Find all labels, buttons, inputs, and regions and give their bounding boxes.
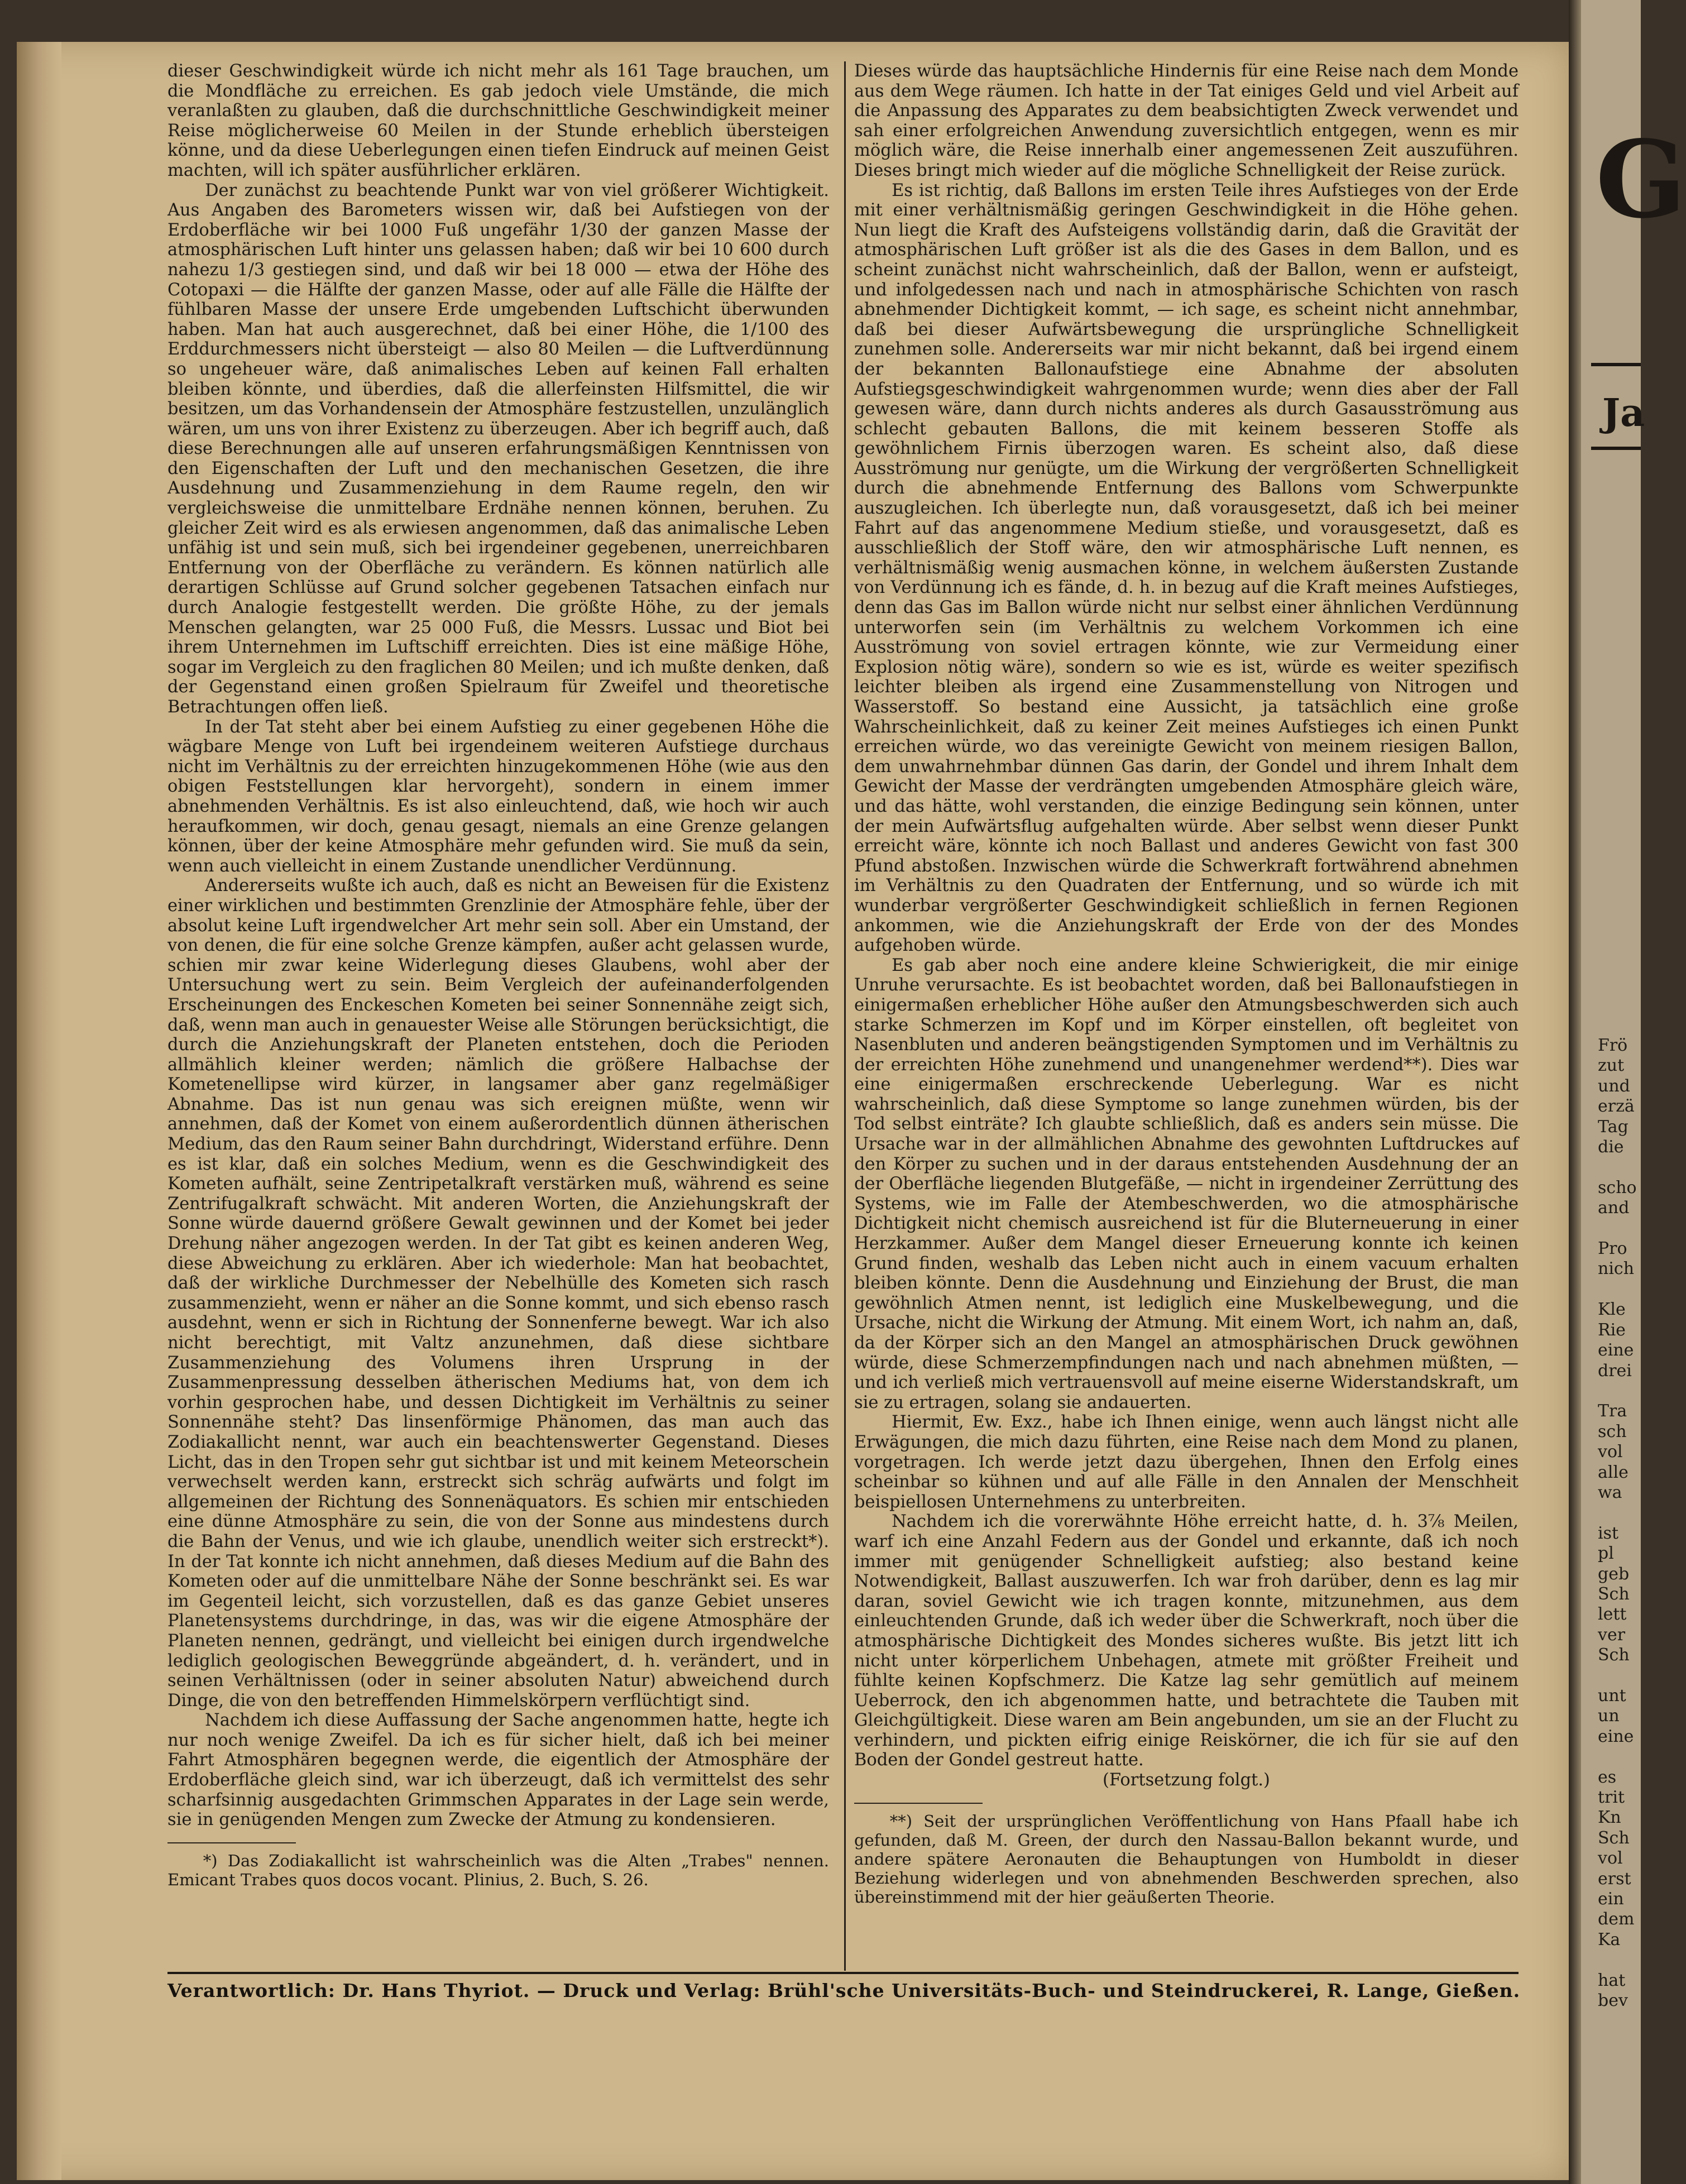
adjacent-page-line: Ka xyxy=(1598,1929,1621,1950)
left-paragraph-4: Andererseits wußte ich auch, daß es nicht an Beweisen für die Existenz einer wirklichen und bestimmten Grenzlinie der Atmosphäre fehle, über der absolut keine Luft irgendwelcher Art mehr sein soll. Aber ein Umstand, der von denen, die für eine solche Grenze kämpfen, außer acht gelassen wurde, schien mir zwar keine Widerlegung dieses Glaubens, wohl aber der Untersuchung wert zu sein. Beim Vergleich der aufeinanderfolgenden Erscheinungen des Enckeschen Kometen bei seiner Sonnennähe zeigt sich, daß, wenn man auch in genauester Weise alle Störungen berücksichtigt, die durch die Anziehungskraft der Planeten entstehen, doch die Perioden allmählich kleiner werden; nämlich die größere Halbachse der Kometenellipse wird kürzer, in langsamer aber ganz regelmäßiger Abnahme. Das ist nun genau was sich ereignen müßte, wenn wir annehmen, daß der Komet von einem außerordentlich dünnen ätherischen Medium, das den Raum seiner Bahn durchdringt, Widerstand erführe. Denn es ist klar, daß ein solches Medium, wenn es die Geschwindigkeit des Kometen aufhält, seine Zentripetalkraft verstärken muß, während es seine Zentrifugalkraft schwächt. Mit anderen Worten, die Anziehungskraft der Sonne würde dauernd größere Gewalt gewinnen und der Komet bei jeder Drehung näher angezogen werden. In der Tat gibt es keinen anderen Weg, diese Abweichung zu erklären. Aber ich wiederhole: Man hat beobachtet, daß der wirkliche Durchmesser der Nebelhülle des Kometen sich rasch zusammenzieht, wenn er näher an die Sonne kommt, und sich ebenso rasch ausdehnt, wenn er sich in Richtung der Sonnenferne bewegt. War ich also nicht berechtigt, mit Valtz anzunehmen, daß diese sichtbare Zusammenziehung des Volumens ihren Ursprung in der Zusammenpressung desselben ätherischen Mediums hat, von dem ich vorhin gesprochen habe, und dessen Dichtigkeit im Verhältnis zu seiner Sonnennähe steht? Das linsenförmige Phänomen, das man auch das Zodiakallicht nennt, war auch ein beachtenswerter Gegenstand. Dieses Licht, das in den Tropen sehr gut sichtbar ist und mit keinem Meteorschein verwechselt werden kann, erstreckt sich schräg aufwärts und folgt im allgemeinen der Richtung des Sonnenäquators. Es schien mir entschieden eine dünne Atmosphäre zu sein, die von der Sonne aus mindestens durch die Bahn der Venus, und wie ich glaube, unendlich weiter sich erstreckt*). In der Tat konnte ich nicht annehmen, daß dieses Medium auf die Bahn des Kometen oder auf die unmittelbare Nähe der Sonne beschränkt sei. Es war im Gegenteil leicht, sich vorzustellen, daß es das ganze Gebiet unseres Planetensystems durchdringe, in das, was wir die eigene Atmosphäre der Planeten nennen, gedrängt, und vielleicht bei einigen durch irgendwelche lediglich geologischen Beweggründe abgeändert, d. h. verändert, und in seinen Verhältnissen (oder in seiner absoluten Natur) abweichend durch Dinge, die von den betreffenden Himmelskörpern verflüchtigt sind. xyxy=(167,876,829,1711)
right-paragraph-1: Dieses würde das hauptsächliche Hindernis für eine Reise nach dem Monde aus dem Wege räumen. Ich hatte in der Tat einiges Geld und viel Arbeit auf die Anpassung des Apparates zu dem beabsichtigten Zweck verwendet und sah einer erfolgreichen Anwendung zuversichtlich entgegen, wenn es mir möglich wäre, die Reise innerhalb einer angemessenen Zeit auszuführen. Dieses bringt mich wieder auf die mögliche Schnelligkeit der Reise zurück. xyxy=(854,61,1519,180)
left-paragraph-2: Der zunächst zu beachtende Punkt war von viel größerer Wichtigkeit. Aus Angaben des Barometers wissen wir, daß bei Aufstiegen von der Erdoberfläche wir bei 1000 Fuß ungefähr 1/30 der ganzen Masse der atmosphärischen Luft hinter uns gelassen haben; daß wir bei 10 600 durch nahezu 1/3 gestiegen sind, und daß wir bei 18 000 — etwa der Höhe des Cotopaxi — die Hälfte der ganzen Masse, oder auf alle Fälle die Hälfte der fühlbaren Masse der unsere Erde umgebenden Luftschicht überwunden haben. Man hat auch ausgerechnet, daß bei einer Höhe, die 1/100 des Erddurchmessers nicht übersteigt — also 80 Meilen — die Luftverdünnung so ungeheuer wäre, daß animalisches Leben auf keinen Fall erhalten bleiben könnte, und überdies, daß die allerfeinsten Hilfsmittel, die wir besitzen, um das Vorhandensein der Atmosphäre festzustellen, unzulänglich wären, um uns von ihrer Existenz zu überzeugen. Aber ich begriff auch, daß diese Berechnungen alle auf unseren erfahrungsmäßigen Kenntnissen von den Eigenschaften der Luft und den mechanischen Gesetzen, die ihre Ausdehnung und Zusammenziehung in dem Raume regeln, den wir vergleichsweise die unmittelbare Erdnähe nennen können, beruhen. Zu gleicher Zeit wird es als erwiesen angenommen, daß das animalische Leben unfähig ist und sein muß, sich bei irgendeiner gegebenen, unerreichbaren Entfernung von der Oberfläche zu verändern. Es können natürlich alle derartigen Schlüsse auf Grund solcher gegebenen Tatsachen einfach nur durch Analogie festgestellt werden. Die größte Höhe, zu der jemals Menschen gelangten, war 25 000 Fuß, die Messrs. Lussac und Biot bei ihrem Unternehmen im Luftschiff erreichten. Dies ist eine mäßige Höhe, sogar im Vergleich zu den fraglichen 80 Meilen; und ich mußte denken, daß der Gegenstand einen großen Spielraum für Zweifel und theoretische Betrachtungen offen ließ. xyxy=(167,180,829,717)
left-paragraph-5: Nachdem ich diese Auffassung der Sache angenommen hatte, hegte ich nur noch wenige Zweifel. Da ich es für sicher hielt, daß ich bei meiner Fahrt Atmosphären begegnen werde, die eigentlich der Atmosphäre der Erdoberfläche gleich sind, war ich überzeugt, daß ich vermittelst des sehr scharfsinnig ausgedachten Grimmschen Apparates in der Lage sein werde, sie in genügenden Mengen zum Zwecke der Atmung zu kondensieren. xyxy=(167,1711,829,1830)
adjacent-page-line: Tra xyxy=(1598,1401,1627,1421)
adjacent-page-initial: G xyxy=(1596,117,1686,242)
left-paragraph-1: dieser Geschwindigkeit würde ich nicht mehr als 161 Tage brauchen, um die Mondfläche zu erreichen. Es gab jedoch viele Umstände, die mich veranlaßten zu glauben, daß die durchschnittliche Geschwindigkeit meiner Reise möglicherweise 60 Meilen in der Stunde erheblich übersteigen könne, und da diese Ueberlegungen einen tiefen Eindruck auf meinen Geist machten, will ich später ausführlicher erklären. xyxy=(167,61,829,180)
imprint-line: Verantwortlich: Dr. Hans Thyriot. — Druck und Verlag: Brühl'sche Universitäts-Buch- und Steindruckerei, R. Lange, Gießen. xyxy=(167,1980,1521,2001)
adjacent-page-line: scho xyxy=(1598,1177,1637,1198)
adjacent-page-line xyxy=(1598,1219,1642,1239)
adjacent-page-line: bev xyxy=(1598,1991,1628,2011)
adjacent-page-line: Sch xyxy=(1598,1645,1630,1665)
adjacent-page-line: and xyxy=(1598,1198,1630,1218)
adjacent-page-line: Kn xyxy=(1598,1808,1621,1828)
adjacent-page-line: nich xyxy=(1598,1259,1635,1279)
adjacent-page-line: zut xyxy=(1598,1056,1625,1076)
adjacent-page-line: pl xyxy=(1598,1544,1614,1564)
page-edge-shadow xyxy=(17,42,61,2180)
right-paragraph-3: Es gab aber noch eine andere kleine Schwierigkeit, die mir einige Unruhe verursachte. Es ist beobachtet worden, daß bei Ballonaufstiegen in einigermaßen erheblicher Höhe außer den Atmungsbeschwerden sich auch starke Schmerzen im Kopf und im Körper einstellen, oft begleitet von Nasenbluten und anderen beängstigenden Symptomen und im Verhältnis zu der erreichten Höhe zunehmend und unangenehmer werdend**). Dies war eine einigermaßen erschreckende Ueberlegung. War es nicht wahrscheinlich, daß diese Symptome so lange zunehmen würden, bis der Tod selbst einträte? Ich glaubte schließlich, daß es anders sein müsse. Die Ursache war in der allmählichen Abnahme des gewohnten Luftdruckes auf den Körper zu suchen und in der daraus entstehenden Ausdehnung der an der Oberfläche liegenden Blutgefäße, — nicht in irgendeiner Zerrüttung des Systems, wie im Falle der Atembeschwerden, wo die atmosphärische Dichtigkeit nicht chemisch ausreichend ist für die Bluterneuerung in einer Herzkammer. Außer dem Mangel dieser Erneuerung konnte ich keinen Grund finden, weshalb das Leben nicht auch in einem vacuum erhalten bleiben könnte. Denn die Ausdehnung und Einziehung der Brust, die man gewöhnlich Atmen nennt, ist lediglich eine Muskelbewegung, und die Ursache, nicht die Wirkung der Atmung. Mit einem Wort, ich nahm an, daß, da der Körper sich an den Mangel an atmosphärischen Druck gewöhnen würde, diese Schmerzempfindungen nach und nach abnehmen müßten, — und ich verließ mich vertrauensvoll auf meine eiserne Widerstandskraft, um sie zu ertragen, solang sie andauerten. xyxy=(854,955,1519,1412)
adjacent-page-rule-top xyxy=(1591,363,1641,366)
adjacent-page-line: Kle xyxy=(1598,1300,1626,1320)
adjacent-page-line xyxy=(1598,1280,1642,1300)
adjacent-page-line: es xyxy=(1598,1767,1617,1787)
adjacent-page-line: un xyxy=(1598,1706,1620,1726)
adjacent-page-line xyxy=(1598,1747,1642,1767)
right-paragraph-4: Hiermit, Ew. Exz., habe ich Ihnen einige, wenn auch längst nicht alle Erwägungen, die mich dazu führten, eine Reise nach dem Mond zu planen, vorgetragen. Ich werde jetzt dazu übergehen, Ihnen den Erfolg eines scheinbar so kühnen und auf alle Fälle in den Annalen der Menschheit beispiellosen Unternehmens zu unterbreiten. xyxy=(854,1412,1519,1512)
adjacent-page-line: vol xyxy=(1598,1848,1623,1869)
adjacent-page-line: vol xyxy=(1598,1442,1623,1462)
adjacent-page-line: trit xyxy=(1598,1788,1625,1808)
right-paragraph-5: Nachdem ich die vorerwähnte Höhe erreicht hatte, d. h. 3⅞ Meilen, warf ich eine Anzahl Federn aus der Gondel und erkannte, daß ich noch immer mit genügender Schnelligkeit aufstieg; also bestand keine Notwendigkeit, Ballast auszuwerfen. Ich war froh darüber, denn es lag mir daran, soviel Gewicht wie ich tragen konnte, mitzunehmen, aus dem einleuchtenden Grunde, daß ich weder über die Schwerkraft, noch über die atmosphärische Dichtigkeit des Mondes sicheres wußte. Bis jetzt litt ich nicht unter körperlichem Unbehagen, atmete mit größter Freiheit und fühlte keinen Kopfschmerz. Die Katze lag sehr gemütlich auf meinem Ueberrock, den ich abgenommen hatte, und betrachtete die Tauben mit Gleichgültigkeit. Diese waren am Bein angebunden, um sie an der Flucht zu verhindern, und pickten eifrig einige Reiskörner, die ich für sie auf den Boden der Gondel gestreut hatte. xyxy=(854,1512,1519,1770)
left-footnote-rule xyxy=(167,1842,296,1843)
adjacent-page-line: wa xyxy=(1598,1482,1622,1502)
adjacent-page-line: sch xyxy=(1598,1421,1627,1441)
left-footnote: *) Das Zodiakallicht ist wahrscheinlich was die Alten „Trabes" nennen. Emicant Trabes quos docos vocant. Plinius, 2. Buch, S. 26. xyxy=(167,1851,829,1889)
adjacent-page-line: dem xyxy=(1598,1909,1635,1929)
adjacent-page-line: erst xyxy=(1598,1869,1631,1889)
continuation-note: (Fortsetzung folgt.) xyxy=(1103,1770,1270,1790)
right-footnote-rule xyxy=(854,1803,983,1804)
adjacent-page-line xyxy=(1598,1157,1642,1177)
adjacent-page-line: eine xyxy=(1598,1726,1634,1746)
adjacent-page-line: drei xyxy=(1598,1361,1632,1381)
adjacent-page-line: Rie xyxy=(1598,1320,1626,1340)
adjacent-page-line: die xyxy=(1598,1137,1624,1157)
adjacent-page-line: geb xyxy=(1598,1564,1630,1584)
adjacent-page-line: hat xyxy=(1598,1970,1626,1990)
left-paragraph-3: In der Tat steht aber bei einem Aufstieg zu einer gegebenen Höhe die wägbare Menge von Luft bei irgendeinem weiteren Aufstiege durchaus nicht im Verhältnis zu der erreichten hinzugekommenen Höhe (wie aus den obigen Feststellungen klar hervorgeht), sondern in einem immer abnehmenden Verhältnis. Es ist also einleuchtend, daß, wie hoch wir auch heraufkommen, wir doch, genau gesagt, niemals an eine Grenze gelangen können, über der keine Atmosphäre mehr gefunden wird. Sie muß da sein, wenn auch vielleicht in einem Zustande unendlicher Verdünnung. xyxy=(167,717,829,876)
right-footnote: **) Seit der ursprünglichen Veröffentlichung von Hans Pfaall habe ich gefunden, daß M. Green, der durch den Nassau-Ballon bekannt wurde, und andere spätere Aeronauten die Behauptungen von Humboldt in dieser Beziehung widerlegen und von abnehmenden Beschwerden sprechen, also übereinstimmend mit der hier geäußerten Theorie. xyxy=(854,1811,1519,1907)
adjacent-page-line: lett xyxy=(1598,1605,1627,1625)
adjacent-page-fragment xyxy=(1569,0,1686,2184)
adjacent-page-line: ist xyxy=(1598,1523,1619,1543)
adjacent-page-line xyxy=(1598,1503,1642,1523)
adjacent-page-line: erzä xyxy=(1598,1096,1635,1117)
adjacent-page-line xyxy=(1598,1950,1642,1970)
adjacent-page-line: und xyxy=(1598,1076,1630,1096)
adjacent-page-line: Sch xyxy=(1598,1584,1630,1604)
adjacent-page-line: Frö xyxy=(1598,1036,1628,1055)
adjacent-page-line: unt xyxy=(1598,1686,1626,1706)
adjacent-page-rule-bottom xyxy=(1591,447,1641,450)
adjacent-page-line: ver xyxy=(1598,1625,1626,1645)
adjacent-page-line: alle xyxy=(1598,1462,1628,1482)
adjacent-page-heading: Ja xyxy=(1602,391,1645,435)
adjacent-page-line: Pro xyxy=(1598,1239,1627,1259)
footer-rule xyxy=(167,1972,1519,1974)
adjacent-page-line: eine xyxy=(1598,1340,1634,1361)
adjacent-page-line: Sch xyxy=(1598,1828,1630,1848)
adjacent-page-line-fragments xyxy=(1598,1036,1642,2011)
right-text-column xyxy=(854,61,1519,1907)
page-gutter xyxy=(1569,0,1581,2184)
adjacent-page-line: ein xyxy=(1598,1889,1624,1909)
right-paragraph-2: Es ist richtig, daß Ballons im ersten Teile ihres Aufstieges von der Erde mit einer verhältnismäßig geringen Geschwindigkeit in die Höhe gehen. Nun liegt die Kraft des Aufsteigens vollständig darin, daß die Gravität der atmosphärischen Luft größer ist als die des Gases in dem Ballon, und es scheint zunächst nicht wahrscheinlich, daß der Ballon, wenn er aufsteigt, und infolgedessen nach und nach in atmosphärische Schichten von rasch abnehmender Dichtigkeit kommt, — ich sage, es scheint nicht annehmbar, daß bei dieser Aufwärtsbewegung die ursprüngliche Schnelligkeit zunehmen solle. Andererseits war mir nicht bekannt, daß bei irgend einem der bekannten Ballonaufstiege eine Abnahme der absoluten Aufstiegsgeschwindigkeit wahrgenommen wurde; wenn dies aber der Fall gewesen wäre, dann durch nichts anderes als durch Gasausströmung aus schlecht gebauten Ballons, die mit keinem besseren Stoffe als gewöhnlichem Firnis überzogen waren. Es scheint also, daß diese Ausströmung nur genügte, um die Wirkung der vergrößerten Schnelligkeit durch die abnehmende Entfernung des Ballons vom Schwerpunkte auszugleichen. Ich überlegte nun, daß vorausgesetzt, daß ich bei meiner Fahrt auf das angenommene Medium stieße, und vorausgesetzt, daß es ausschließlich der Stoff wäre, den wir atmosphärische Luft nennen, es verhältnismäßig wenig ausmachen könne, in welchem äußersten Zustande von Verdünnung ich es fände, d. h. in bezug auf die Kraft meines Aufstieges, denn das Gas im Ballon würde nicht nur selbst einer ähnlichen Verdünnung unterworfen sein (im Verhältnis zu welchem Vorkommen ich eine Ausströmung von soviel ertragen könnte, wie zur Vermeidung einer Explosion nötig wäre), sondern so wie es ist, würde es weiter spezifisch leichter bleiben als irgend eine Zusammenstellung von Nitrogen und Wasserstoff. So bestand eine Aussicht, ja tatsächlich eine große Wahrscheinlichkeit, daß zu keiner Zeit meines Aufstieges ich einen Punkt erreichen würde, wo das vereinigte Gewicht von meinem riesigen Ballon, dem unwahrnehmbar dünnen Gas darin, der Gondel und ihrem Inhalt dem Gewicht der Masse der verdrängten umgebenden Atmosphäre gleich wäre, und das hätte, wohl verstanden, die einzige Bedingung sein können, unter der mein Aufwärtsflug aufgehalten würde. Aber selbst wenn dieser Punkt erreicht wäre, könnte ich noch Ballast und anderes Gewicht von fast 300 Pfund abstoßen. Inzwischen würde die Schwerkraft fortwährend abnehmen im Verhältnis zu den Quadraten der Entfernung, und so würde ich mit wunderbar vergrößerter Geschwindigkeit schließlich in fernen Regionen ankommen, wie die Anziehungskraft der Erde von der des Mondes aufgehoben würde. xyxy=(854,180,1519,956)
adjacent-page-line xyxy=(1598,1666,1642,1686)
column-divider xyxy=(844,61,846,1971)
left-text-column xyxy=(167,61,829,1889)
adjacent-page-line xyxy=(1598,1381,1642,1401)
adjacent-page-line: Tag xyxy=(1598,1117,1628,1137)
